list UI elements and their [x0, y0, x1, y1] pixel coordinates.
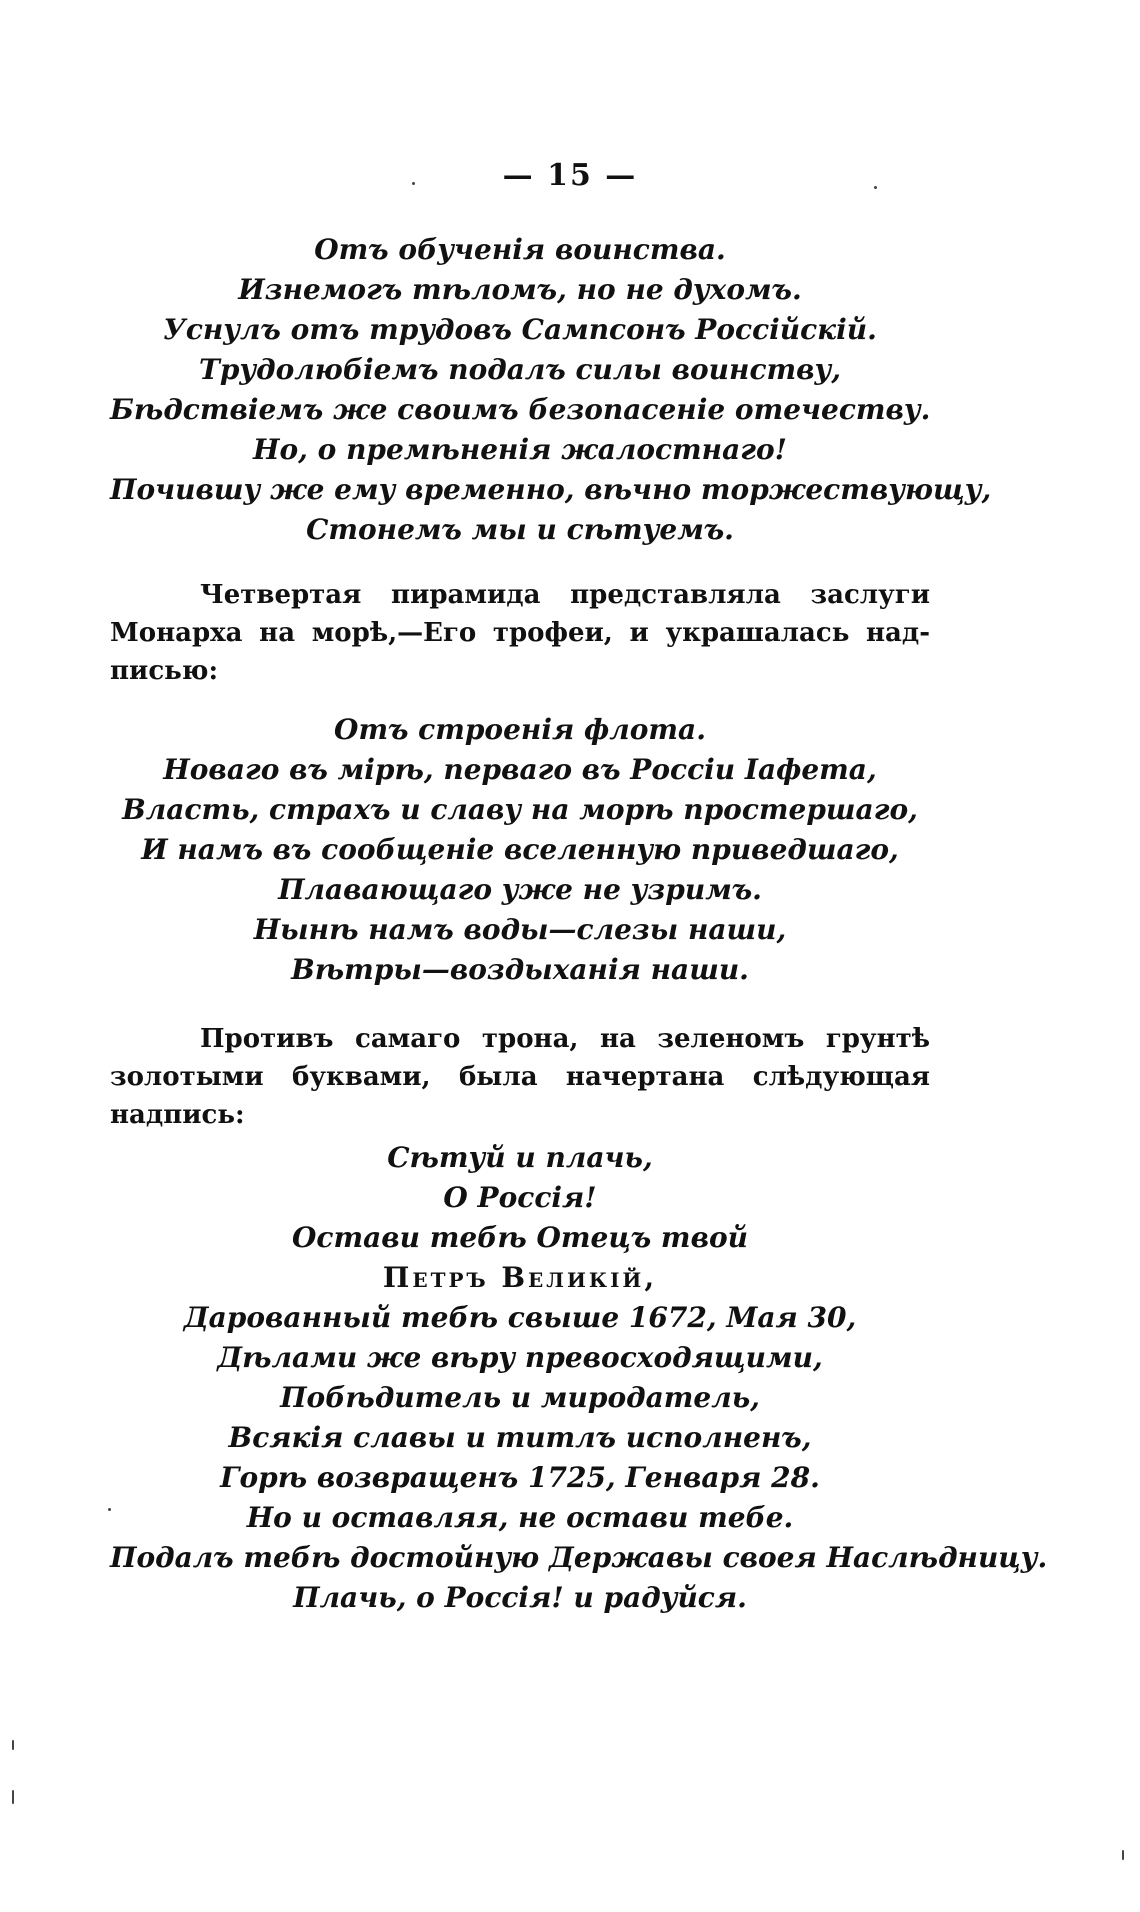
verse-line: Но и оставляя, не остави тебе. — [246, 1501, 794, 1534]
verse-line: Побѣдитель и миродатель, — [280, 1381, 760, 1414]
verse-line: Новаго въ мірѣ, перваго въ Россіи Іафета, — [163, 753, 877, 786]
paragraph-fourth-pyramid — [110, 576, 930, 690]
verse-line: Плачь, о Россія! и радуйся. — [293, 1581, 747, 1614]
verse-line: Стонемъ мы и сѣтуемъ. — [306, 513, 734, 546]
scan-speck — [1122, 1850, 1124, 1860]
verse-line: Всякія славы и титлъ исполненъ, — [228, 1421, 812, 1454]
verse-line: Плавающаго уже не узримъ. — [278, 873, 762, 906]
scan-speck — [12, 1740, 14, 1750]
verse-inscription-fleet — [110, 710, 930, 990]
verse-line: И намъ въ сообщеніе вселенную приведшаго, — [141, 833, 899, 866]
verse-line: Изнемогъ тѣломъ, но не духомъ. — [238, 273, 802, 306]
paragraph-throne — [110, 1020, 930, 1134]
verse-line-name: Петръ Великій, — [382, 1261, 658, 1294]
verse-line: Остави тебѣ Отецъ твой — [292, 1221, 748, 1254]
verse-line: Отъ строенія флота. — [334, 713, 706, 746]
paragraph-line: Четвертая пирамида представляла заслуги — [200, 580, 930, 610]
verse-line: Горѣ возвращенъ 1725, Генваря 28. — [220, 1461, 820, 1494]
scan-speck — [412, 182, 415, 185]
verse-line: Нынѣ намъ воды—слезы наши, — [253, 913, 787, 946]
verse-inscription-throne — [110, 1138, 1048, 1618]
scan-speck — [12, 1790, 14, 1804]
scan-speck — [108, 1508, 111, 1511]
verse-line: Подалъ тебѣ достойную Державы своея Наслѣдницу. — [110, 1541, 1048, 1574]
verse-line: Вѣтры—воздыханія наши. — [291, 953, 749, 986]
verse-line: Уснулъ отъ трудовъ Сампсонъ Россійскій. — [163, 313, 877, 346]
verse-inscription-army — [110, 230, 992, 550]
paragraph-line: Противъ самаго трона, на зеленомъ грунтѣ — [200, 1024, 930, 1054]
verse-line: Бѣдствіемъ же своимъ безопасеніе отечеству. — [110, 393, 931, 426]
paragraph-line: Монарха на морѣ,—Его трофеи, и украшалась над- — [110, 618, 930, 648]
verse-line: Отъ обученія воинства. — [314, 233, 726, 266]
verse-line: Власть, страхъ и славу на морѣ простершаго, — [122, 793, 918, 826]
verse-line: Трудолюбіемъ подалъ силы воинству, — [198, 353, 842, 386]
verse-line: Дѣлами же вѣру превосходящими, — [217, 1341, 823, 1374]
verse-line: Сѣтуй и плачь, — [387, 1141, 653, 1174]
paragraph-line: писью: — [110, 656, 219, 686]
verse-line: Дарованный тебѣ свыше 1672, Мая 30, — [183, 1301, 857, 1334]
scan-speck — [874, 186, 877, 189]
page-number: — 15 — — [502, 158, 638, 193]
verse-line: Почившу же ему временно, вѣчно торжествующу, — [110, 473, 992, 506]
paragraph-line: золотыми буквами, была начертана слѣдующая — [110, 1062, 930, 1092]
verse-line: О Россія! — [443, 1181, 597, 1214]
verse-line: Но, о премѣненія жалостнаго! — [253, 433, 787, 466]
paragraph-line: надпись: — [110, 1100, 245, 1130]
